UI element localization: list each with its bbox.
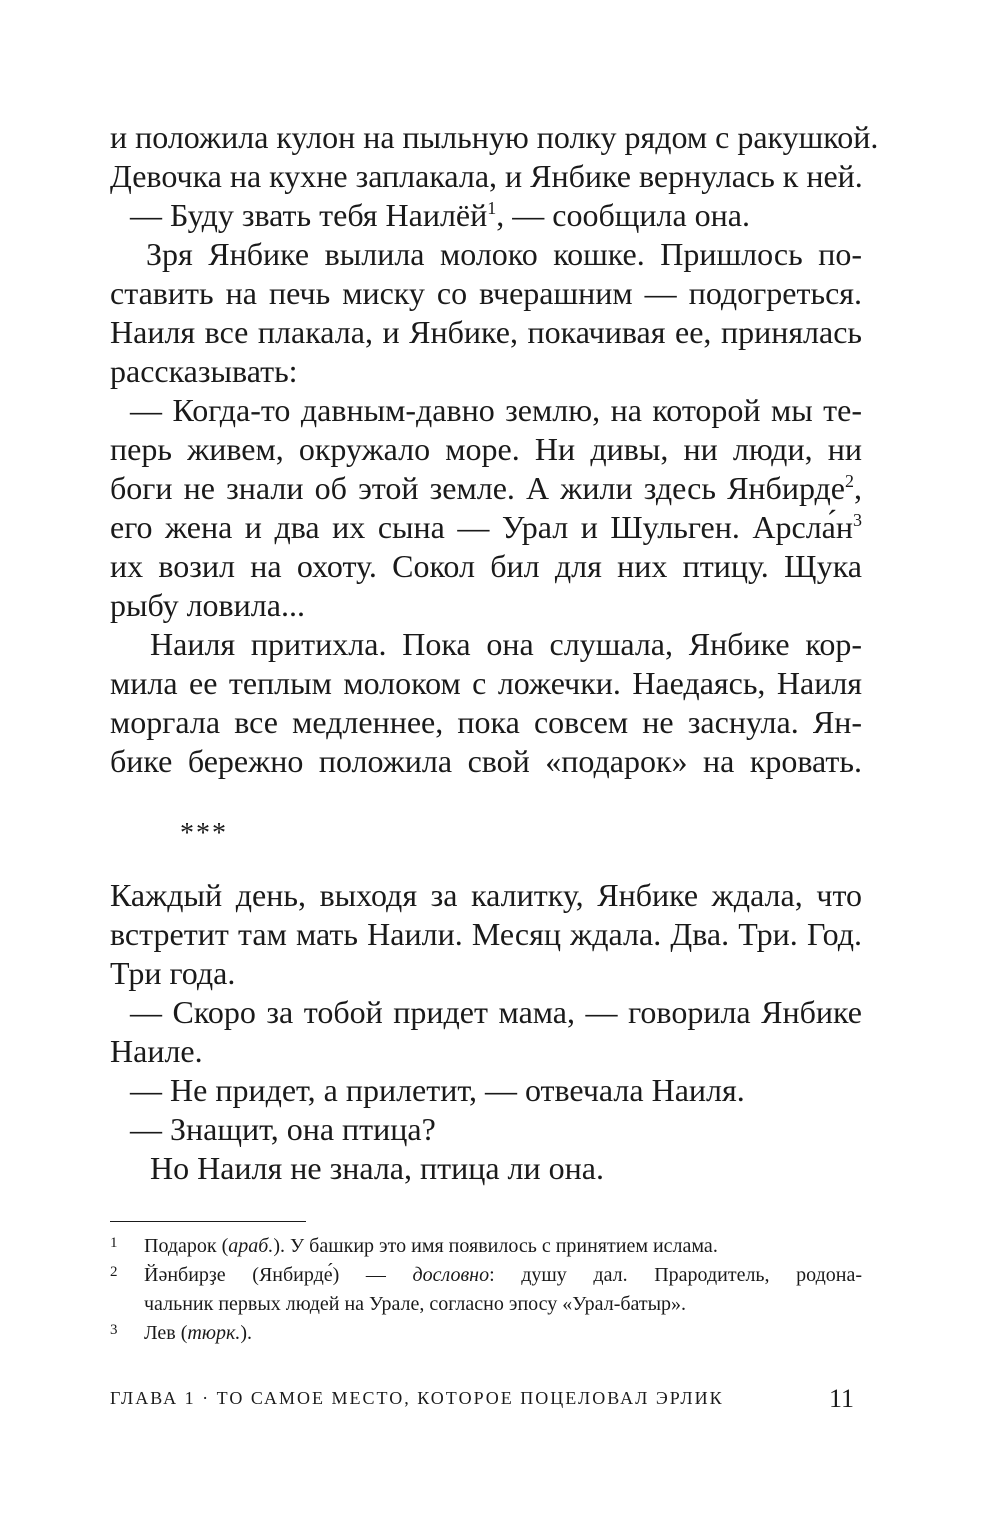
text-line — [110, 196, 862, 235]
footnote-ref: 1 — [487, 198, 497, 218]
text-line: Каждый день, выходя за калитку, Янбике ждала, что — [110, 877, 862, 913]
text-line: моргала все медленнее, пока совсем не заснула. Ян- — [110, 704, 862, 740]
section-separator: *** — [180, 818, 228, 849]
footnote-number: 1 — [110, 1235, 118, 1251]
text-fragment: — Буду звать тебя Наилёй — [130, 197, 488, 233]
text-fragment-italic: араб. — [228, 1235, 274, 1257]
footnote-ref: 3 — [853, 510, 862, 530]
text-line: перь живем, окружало море. Ни дивы, ни люди, ни — [110, 431, 862, 467]
footnote-text — [144, 1290, 862, 1319]
text-fragment: , — [854, 470, 862, 506]
footnote-2 — [110, 1261, 862, 1290]
footnote-number: 3 — [110, 1322, 118, 1338]
running-footer: ГЛАВА 1 · ТО САМОЕ МЕСТО, КОТОРОЕ ПОЦЕЛОВАЛ ЭРЛИК — [110, 1388, 724, 1408]
footnote-text — [144, 1261, 862, 1290]
text-line: Зря Янбике вылила молоко кошке. Пришлось по- — [146, 236, 862, 272]
text-line: бике бережно положила свой «подарок» на кровать. — [110, 743, 862, 779]
text-line: — Не придет, а прилетит, — отвечала Наиля. — [130, 1072, 745, 1108]
main-text-block-1 — [110, 118, 879, 781]
footnote-3 — [110, 1319, 862, 1348]
text-line: их возил на охоту. Сокол бил для них птицу. Щука — [110, 548, 862, 584]
text-fragment: , — сообщила она. — [496, 197, 750, 233]
main-text-block-2 — [110, 876, 862, 1188]
text-line: ставить на печь миску со вчерашним — подогреться. — [110, 275, 862, 311]
text-fragment: его жена и два их сына — Урал и Шульген. Арсла́н — [110, 509, 853, 545]
text-line — [110, 469, 862, 508]
text-line: и положила кулон на пыльную полку рядом с ракушкой. — [110, 119, 879, 155]
text-line: рыбу ловила... — [110, 587, 305, 623]
footnote-text — [144, 1319, 862, 1348]
text-fragment: боги не знали об этой земле. А жили здесь Янбирде — [110, 470, 845, 506]
text-fragment-italic: тюрк. — [187, 1322, 241, 1344]
text-line: Но Наиля не знала, птица ли она. — [150, 1150, 604, 1186]
footnote-divider — [110, 1221, 306, 1222]
text-line: рассказывать: — [110, 353, 298, 389]
text-fragment: : душу дал. Прародитель, родона- — [489, 1264, 862, 1286]
text-line: — Когда-то давным-давно землю, на которой мы те- — [130, 392, 862, 428]
text-line: встретит там мать Наили. Месяц ждала. Два. Три. Год. — [110, 916, 862, 952]
footnote-2-continued — [110, 1290, 862, 1319]
text-fragment: Подарок ( — [144, 1235, 229, 1257]
text-line: — Знащит, она птица? — [130, 1111, 436, 1147]
footnote-ref: 2 — [845, 471, 854, 491]
text-fragment: ). У башкир это имя появилось с принятием ислама. — [273, 1235, 718, 1257]
text-line: Девочка на кухне заплакала, и Янбике вернулась к ней. — [110, 158, 863, 194]
text-line — [110, 508, 862, 547]
page-number: 11 — [828, 1384, 854, 1413]
text-fragment-italic: дословно — [412, 1264, 490, 1286]
text-line: Наиле. — [110, 1033, 203, 1069]
text-line: мила ее теплым молоком с ложечки. Наедаясь, Наиля — [110, 665, 862, 701]
text-line: Наиля притихла. Пока она слушала, Янбике кор- — [150, 626, 862, 662]
text-fragment: ). — [240, 1322, 252, 1344]
text-line: Наиля все плакала, и Янбике, покачивая ее, принялась — [110, 314, 862, 350]
text-line: — Скоро за тобой придет мама, — говорила Янбике — [130, 994, 862, 1030]
text-fragment: Йәнбирҙе (Янбирде́) — — [144, 1264, 413, 1286]
text-line: Три года. — [110, 955, 236, 991]
footnote-1 — [110, 1232, 862, 1261]
text-fragment: Лев ( — [144, 1322, 188, 1344]
text-fragment: чальник первых людей на Урале, согласно эпосу «Урал-батыр». — [144, 1293, 687, 1315]
footnote-text — [144, 1232, 862, 1261]
footnote-number: 2 — [110, 1264, 118, 1280]
footnotes — [110, 1232, 862, 1348]
